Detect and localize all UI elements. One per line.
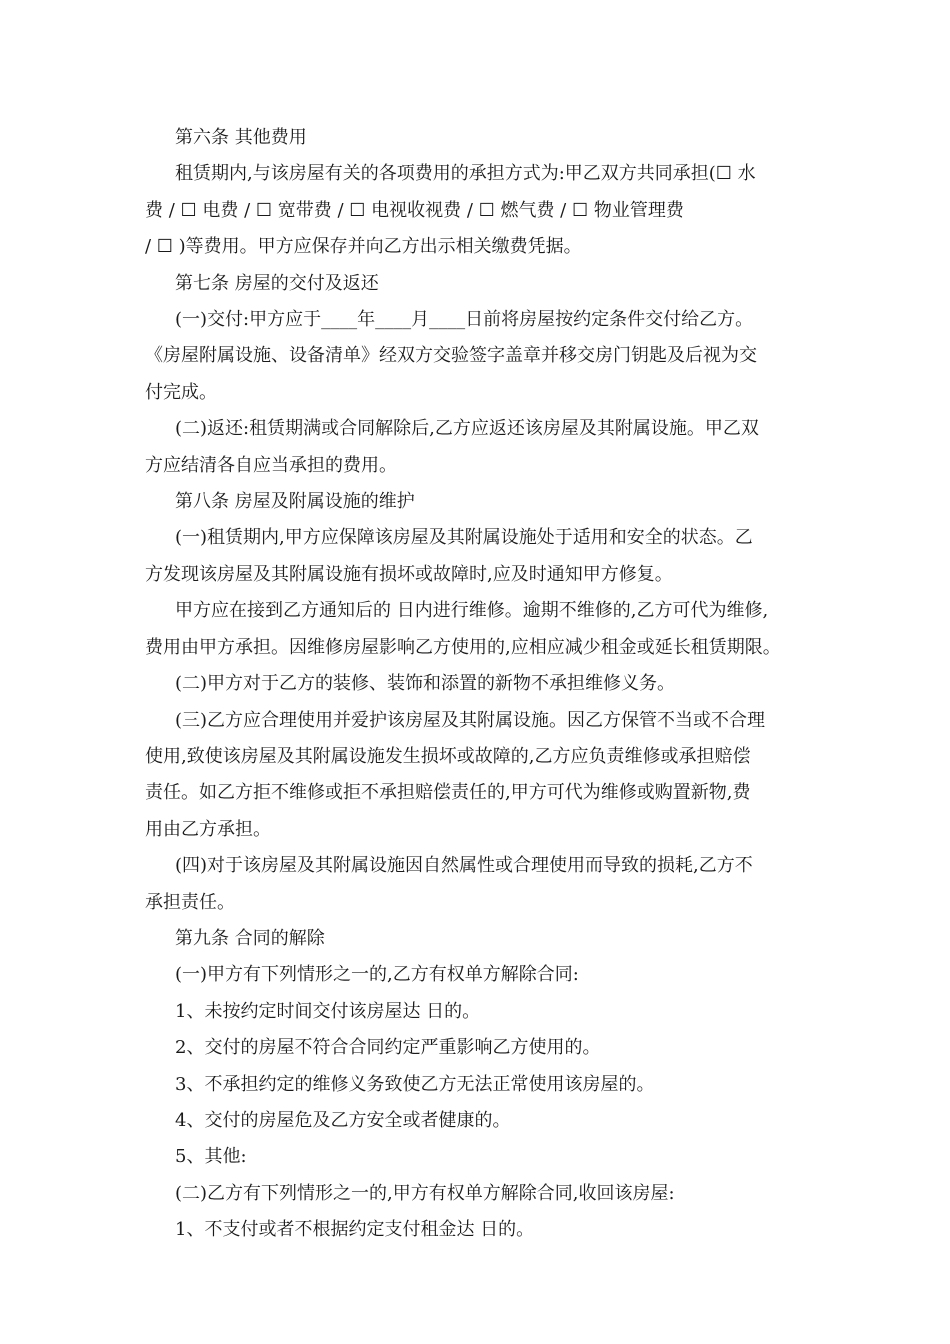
document-line: (二)乙方有下列情形之一的,甲方有权单方解除合同,收回该房屋:	[175, 1182, 675, 1204]
document-line: (一)租赁期内,甲方应保障该房屋及其附属设施处于适用和安全的状态。乙	[175, 527, 753, 549]
document-line: 承担责任。	[145, 891, 235, 913]
document-line: 第九条 合同的解除	[175, 927, 325, 949]
document-line: 用由乙方承担。	[145, 818, 271, 840]
document-line: 甲方应在接到乙方通知后的 日内进行维修。逾期不维修的,乙方可代为维修,	[175, 600, 769, 622]
document-line: 第六条 其他费用	[175, 127, 307, 148]
document-line: 2、交付的房屋不符合合同约定严重影响乙方使用的。	[175, 1037, 601, 1059]
document-line: 费 / ☐ 电费 / ☐ 宽带费 / ☐ 电视收视费 / ☐ 燃气费 / ☐ 物业管理费	[145, 199, 684, 221]
document-line: 1、未按约定时间交付该房屋达 日的。	[175, 1000, 481, 1022]
document-line: 责任。如乙方拒不维修或拒不承担赔偿责任的,甲方可代为维修或购置新物,费	[145, 782, 751, 804]
document-body	[145, 120, 810, 1249]
document-line: 5、其他:	[175, 1146, 247, 1168]
document-line: 付完成。	[145, 381, 217, 403]
document-line: 使用,致使该房屋及其附属设施发生损坏或故障的,乙方应负责维修或承担赔偿	[145, 745, 751, 767]
document-line: 租赁期内,与该房屋有关的各项费用的承担方式为:甲乙双方共同承担(☐ 水	[175, 163, 756, 185]
document-line: 4、交付的房屋危及乙方安全或者健康的。	[175, 1109, 511, 1131]
document-line: 方应结清各自应当承担的费用。	[145, 454, 397, 476]
document-line: 《房屋附属设施、设备清单》经双方交验签字盖章并移交房门钥匙及后视为交	[145, 345, 757, 367]
document-line: (四)对于该房屋及其附属设施因自然属性或合理使用而导致的损耗,乙方不	[175, 855, 753, 877]
document-line: 第八条 房屋及附属设施的维护	[175, 491, 415, 513]
document-line: (一)交付:甲方应于____年____月____日前将房屋按约定条件交付给乙方。	[175, 309, 754, 331]
document-line: 方发现该房屋及其附属设施有损坏或故障时,应及时通知甲方修复。	[145, 563, 673, 585]
document-line: 1、不支付或者不根据约定支付租金达 日的。	[175, 1219, 535, 1241]
document-line: (二)返还:租赁期满或合同解除后,乙方应返还该房屋及其附属设施。甲乙双	[175, 418, 759, 440]
document-line: (一)甲方有下列情形之一的,乙方有权单方解除合同:	[175, 964, 579, 986]
document-line: / ☐ )等费用。甲方应保存并向乙方出示相关缴费凭据。	[145, 236, 582, 258]
document-line: 费用由甲方承担。因维修房屋影响乙方使用的,应相应减少租金或延长租赁期限。	[145, 636, 781, 658]
document-line: (三)乙方应合理使用并爱护该房屋及其附属设施。因乙方保管不当或不合理	[175, 709, 766, 731]
document-line: 第七条 房屋的交付及返还	[175, 272, 379, 294]
document-line: (二)甲方对于乙方的装修、装饰和添置的新物不承担维修义务。	[175, 673, 676, 695]
document-line: 3、不承担约定的维修义务致使乙方无法正常使用该房屋的。	[175, 1073, 655, 1095]
